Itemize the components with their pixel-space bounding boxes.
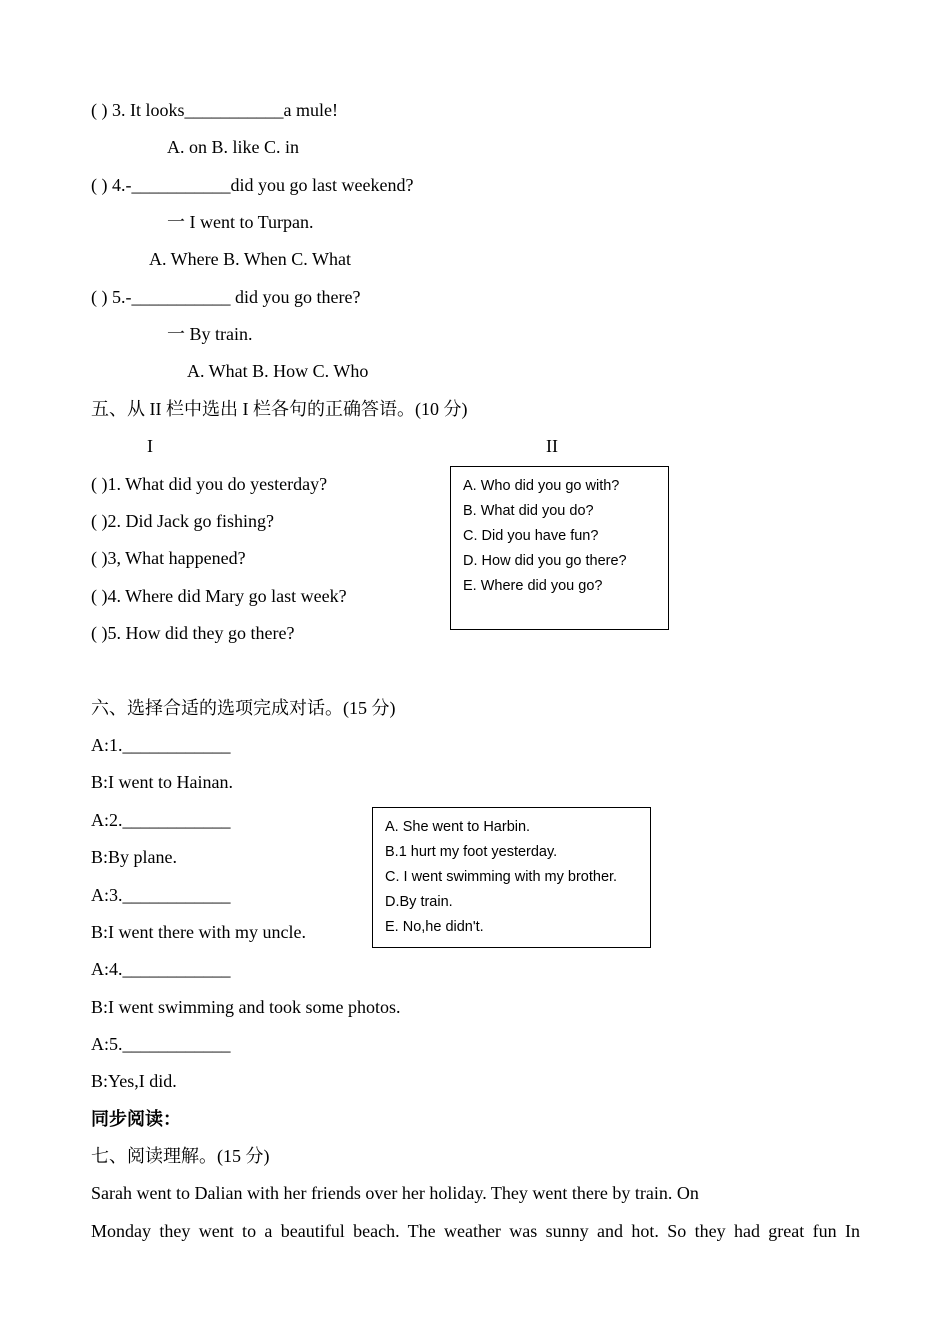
q3-stem: ( ) 3. It looks___________a mule! — [91, 100, 338, 120]
part6-heading: 六、选择合适的选项完成对话。(15 分) — [91, 698, 396, 718]
part5-answer: E. Where did you go? — [463, 578, 603, 594]
q5-stem: ( ) 5.-___________ did you go there? — [91, 287, 361, 307]
dialogue-line: A:5.____________ — [91, 1034, 231, 1054]
dialogue-line: B:Yes,I did. — [91, 1071, 177, 1091]
part5-column-ii-label: II — [546, 436, 558, 456]
part5-answer: C. Did you have fun? — [463, 528, 599, 544]
part6-option: B.1 hurt my foot yesterday. — [385, 844, 558, 860]
q4-reply: 一 I went to Turpan. — [167, 212, 314, 232]
q5-reply: 一 By train. — [167, 324, 253, 344]
dialogue-line: A:1.____________ — [91, 735, 231, 755]
part5-answer: B. What did you do? — [463, 503, 594, 519]
q5-options: A. What B. How C. Who — [187, 361, 369, 381]
part6-option: D.By train. — [385, 894, 453, 910]
part5-answer: D. How did you go there? — [463, 553, 627, 569]
dialogue-line: B:I went there with my uncle. — [91, 922, 306, 942]
part7-heading: 七、阅读理解。(15 分) — [91, 1146, 270, 1166]
part5-question: ( )1. What did you do yesterday? — [91, 474, 328, 494]
part6-option: C. I went swimming with my brother. — [385, 869, 618, 885]
part5-question: ( )3, What happened? — [91, 548, 246, 568]
sync-reading-heading: 同步阅读： — [91, 1109, 181, 1129]
dialogue-line: A:2.____________ — [91, 810, 231, 830]
dialogue-line: B:By plane. — [91, 847, 177, 867]
dialogue-line: A:4.____________ — [91, 959, 231, 979]
q4-options: A. Where B. When C. What — [149, 249, 351, 269]
part5-answer-box — [450, 466, 669, 630]
part5-answer: A. Who did you go with? — [463, 478, 620, 494]
q4-stem: ( ) 4.-___________did you go last weekend? — [91, 175, 414, 195]
dialogue-line: B:I went to Hainan. — [91, 772, 233, 792]
reading-passage-line: Monday they went to a beautiful beach. The weather was sunny and hot. So they had great fun In — [91, 1221, 860, 1241]
dialogue-line: B:I went swimming and took some photos. — [91, 997, 401, 1017]
part6-option-box — [372, 807, 651, 948]
q3-options: A. on B. like C. in — [167, 137, 300, 157]
part6-option: E. No,he didn't. — [385, 919, 484, 935]
part5-question: ( )2. Did Jack go fishing? — [91, 511, 274, 531]
dialogue-line: A:3.____________ — [91, 885, 231, 905]
part5-question: ( )5. How did they go there? — [91, 623, 295, 643]
part5-column-i-label: I — [147, 436, 153, 456]
reading-passage-line: Sarah went to Dalian with her friends over her holiday. They went there by train. On — [91, 1183, 699, 1203]
part6-option: A. She went to Harbin. — [385, 819, 531, 835]
part5-question: ( )4. Where did Mary go last week? — [91, 586, 347, 606]
part5-heading: 五、从 II 栏中选出 I 栏各句的正确答语。(10 分) — [91, 399, 468, 419]
